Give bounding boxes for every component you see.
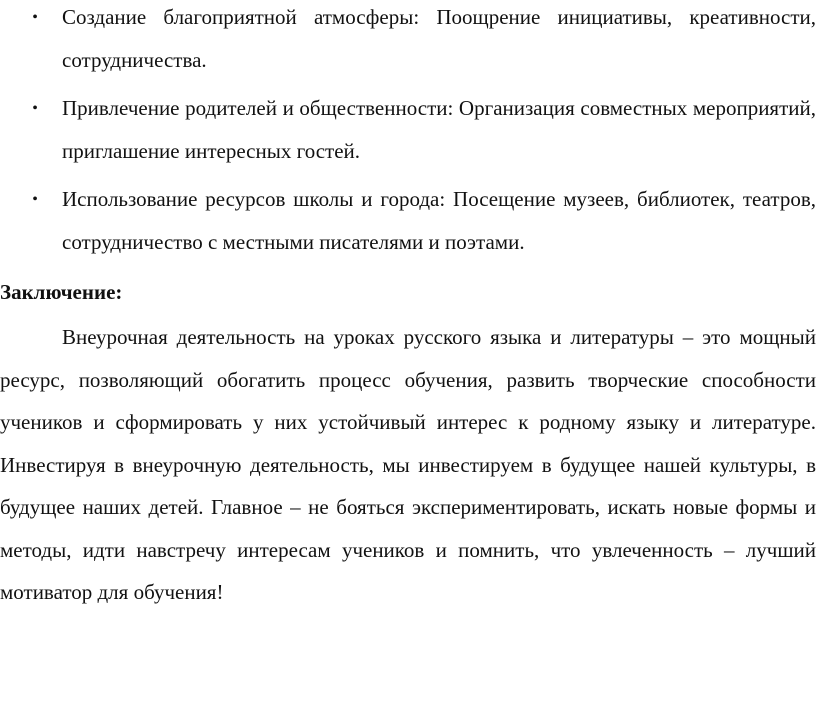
list-item <box>0 87 816 173</box>
bullet-text: Привлечение родителей и общественности: Организация совместных мероприятий, приглашение интересных гостей. <box>62 96 816 163</box>
bullet-icon: • <box>32 100 38 117</box>
list-item <box>0 0 816 82</box>
bullet-icon: • <box>32 9 38 26</box>
bullet-text: Использование ресурсов школы и города: Посещение музеев, библиотек, театров, сотрудничество с местными писателями и поэтами. <box>62 187 816 254</box>
list-item <box>0 178 816 264</box>
bullet-text: Создание благоприятной атмосферы: Поощрение инициативы, креативности, сотрудничества. <box>62 5 816 72</box>
bullet-list <box>0 0 816 264</box>
conclusion-heading: Заключение: <box>0 280 123 304</box>
bullet-icon: • <box>32 191 38 208</box>
conclusion-paragraph: Внеурочная деятельность на уроках русского языка и литературы – это мощный ресурс, позволяющий обогатить процесс обучения, развить творческие способности учеников и сформировать у них устойчивый интерес к родному языку и литературе. Инвестируя в внеурочную деятельность, мы инвестируем в будущее нашей культуры, в будущее наших детей. Главное – не бояться экспериментировать, искать новые формы и методы, идти навстречу интересам учеников и помнить, что увлеченность – лучший мотиватор для обучения! <box>0 325 816 604</box>
